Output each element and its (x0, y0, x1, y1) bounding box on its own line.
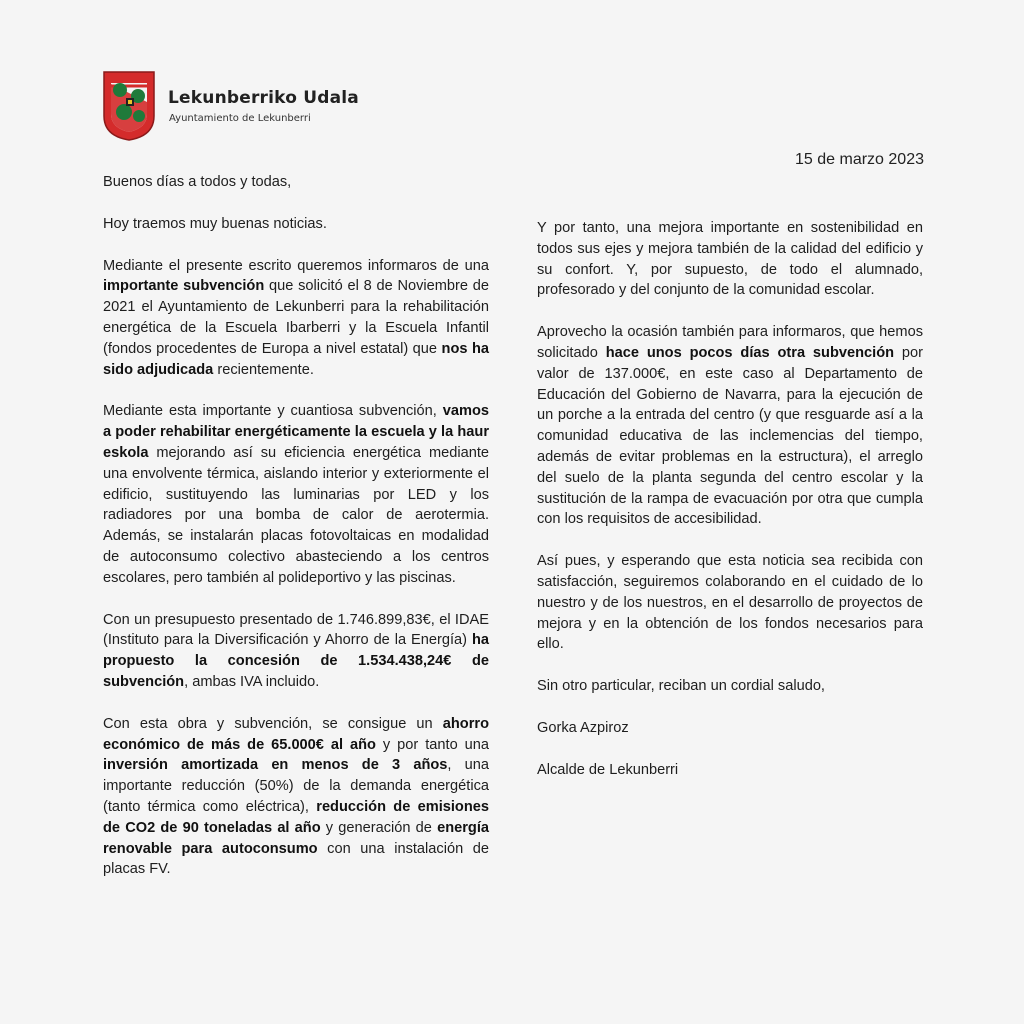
signature-title: Alcalde de Lekunberri (537, 761, 679, 778)
paragraph-subsidy: Mediante el presente escrito queremos informaros de una importante subvención que solicitó el 8 de Noviembre de 2021 el Ayuntamiento de Lekunberri para la rehabilitación energética de la Escuela Ibarberri y la Escuela Infantil (fondos procedentes de Europa a nivel estatal) que nos ha sido adjudicada recientemente. (103, 257, 489, 378)
paragraph-sustainability: Y por tanto, una mejora importante en sostenibilidad en todos sus ejes y mejora también de la calidad del edificio y su confort. Y, por supuesto, de todo el alumnado, profesorado y del conjunto de la comunidad escolar. (537, 220, 923, 299)
intro-paragraph: Hoy traemos muy buenas noticias. (103, 215, 327, 232)
letter-column-right (537, 218, 923, 802)
paragraph-savings: Con esta obra y subvención, se consigue un ahorro económico de más de 65.000€ al año y por tanto una inversión amortizada en menos de 3 años, una importante reducción (50%) de la demanda energética (tanto térmica como eléctrica), reducción de emisiones de CO2 de 90 toneladas al año y generación de energía renovable para autoconsumo con una instalación de placas FV. (103, 715, 489, 878)
coat-of-arms-icon (102, 70, 156, 142)
organization-name: Lekunberriko Udala (168, 88, 359, 108)
closing: Sin otro particular, reciban un cordial saludo, (537, 678, 825, 695)
letter-date: 15 de marzo 2023 (795, 151, 924, 168)
paragraph-budget: Con un presupuesto presentado de 1.746.899,83€, el IDAE (Instituto para la Diversificación y Ahorro de la Energía) ha propuesto la concesión de 1.534.438,24€ de subvención, ambas IVA incluido. (103, 611, 489, 690)
greeting: Buenos días a todos y todas, (103, 174, 292, 190)
paragraph-new-subsidy: Aprovecho la ocasión también para informaros, que hemos solicitado hace unos pocos días otra subvención por valor de 137.000€, en este caso al Departamento de Educación del Gobierno de Navarra, para la ejecución de un porche a la entrada del centro (y que resguarde así a la comunidad educativa de las inclemencias del tiempo, además de evitar problemas en la estructura), el arreglo del suelo de la planta segunda del centro escolar y la sustitución de la rampa de evacuación por otra que cumpla con los requisitos de accesibilidad. (537, 324, 923, 528)
organization-subtitle: Ayuntamiento de Lekunberri (169, 113, 311, 124)
letter-column-left (103, 172, 489, 901)
signature-name: Gorka Azpiroz (537, 719, 629, 736)
paragraph-rehabilitation: Mediante esta importante y cuantiosa subvención, vamos a poder rehabilitar energéticamente la escuela y la haur eskola mejorando así su eficiencia energética mediante una envolvente térmica, aislando interior y exteriormente el edificio, sustituyendo las luminarias por LED y los radiadores por una bomba de calor de aerotermia. Además, se instalarán placas fotovoltaicas en modalidad de autoconsumo colectivo abasteciendo a los centros escolares, pero también al polideportivo y las piscinas. (103, 403, 489, 586)
paragraph-commitment: Así pues, y esperando que esta noticia sea recibida con satisfacción, seguiremos colaborando en el cuidado de lo nuestro y de los nuestros, en el desarrollo de proyectos de mejora y en la obtención de los fondos necesarios para ello. (537, 553, 923, 653)
